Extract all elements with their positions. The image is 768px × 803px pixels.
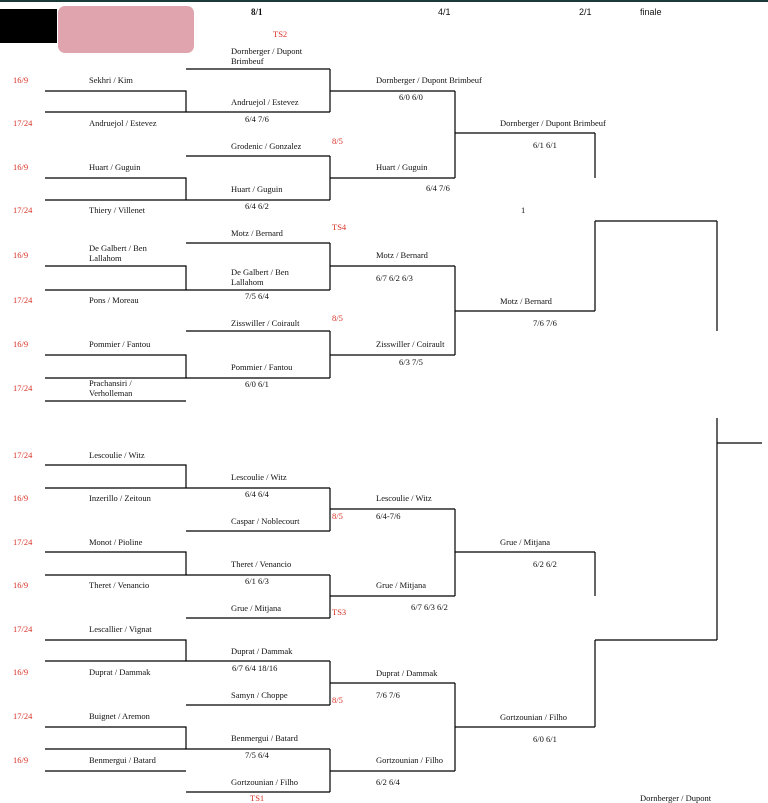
team-r16-seeded: Dornberger / Dupont Brimbeuf [231, 46, 303, 66]
team-r32: Thiery / Villenet [89, 205, 145, 215]
seed-label: TS1 [250, 793, 265, 803]
team-r32: Benmergui / Batard [89, 755, 156, 765]
team-r32: Lescoulie / Witz [89, 450, 145, 460]
score: 6/0 6/0 [399, 92, 423, 102]
score: 6/2 6/2 [533, 559, 557, 569]
score: 6/1 6/3 [245, 576, 269, 586]
seed-label: TS4 [332, 222, 347, 232]
team-qf: Dornberger / Dupont Brimbeuf [376, 75, 482, 85]
seed-label: TS2 [273, 29, 288, 39]
team-r16-seeded: Motz / Bernard [231, 228, 283, 238]
match-date: 17/24 [13, 383, 33, 393]
match-date: 17/24 [13, 537, 33, 547]
score: 6/7 6/3 6/2 [411, 602, 448, 612]
team-r16: Benmergui / Batard [231, 733, 298, 743]
team-r16-seeded: Grue / Mitjana [231, 603, 282, 613]
seed-label: 8/5 [332, 136, 343, 146]
seed-label: 8/5 [332, 511, 343, 521]
match-date: 16/9 [13, 667, 29, 677]
team-r16-seeded: Grodenic / Gonzalez [231, 141, 302, 151]
match-date: 16/9 [13, 339, 29, 349]
score: 6/0 6/1 [245, 379, 269, 389]
score: 6/1 6/1 [533, 140, 557, 150]
score: 6/3 7/5 [399, 357, 423, 367]
score: 6/7 6/2 6/3 [376, 273, 413, 283]
team-r16: Pommier / Fantou [231, 362, 293, 372]
team-r16: Huart / Guguin [231, 184, 283, 194]
team-r16-seeded: Gortzounian / Filho [231, 777, 299, 787]
team-r32: Lescallier / Vignat [89, 624, 152, 634]
team-r32: Pommier / Fantou [89, 339, 151, 349]
match-date: 16/9 [13, 755, 29, 765]
team-r16-seeded: Caspar / Noblecourt [231, 516, 300, 526]
team-r32: Duprat / Dammak [89, 667, 151, 677]
match-date: 17/24 [13, 205, 33, 215]
score: 6/2 6/4 [376, 777, 400, 787]
team-r16: Andruejol / Estevez [231, 97, 299, 107]
score: 6/7 6/4 18/16 [232, 663, 278, 673]
match-date: 16/9 [13, 75, 29, 85]
team-r16-seeded: Zisswiller / Coirault [231, 318, 300, 328]
score: 7/6 7/6 [376, 690, 400, 700]
match-date: 16/9 [13, 580, 29, 590]
score: 6/4 6/2 [245, 201, 269, 211]
score: 7/5 6/4 [245, 291, 269, 301]
match-date: 17/24 [13, 118, 33, 128]
team-sf: Gortzounian / Filho [500, 712, 568, 722]
match-date: 16/9 [13, 493, 29, 503]
team-qf: Grue / Mitjana [376, 580, 427, 590]
team-r32: De Galbert / Ben Lallahom [89, 243, 147, 263]
team-r32: Sekhri / Kim [89, 75, 133, 85]
team-qf: Motz / Bernard [376, 250, 428, 260]
score: 6/0 6/1 [533, 734, 557, 744]
score: 7/5 6/4 [245, 750, 269, 760]
team-qf: Gortzounian / Filho [376, 755, 444, 765]
match-date: 17/24 [13, 624, 33, 634]
team-r16: Duprat / Dammak [231, 646, 293, 656]
match-date: 17/24 [13, 450, 33, 460]
team-qf: Duprat / Dammak [376, 668, 438, 678]
team-qf: Lescoulie / Witz [376, 493, 432, 503]
team-r32: Prachansiri / Verholleman [89, 378, 133, 398]
team-r32: Monot / Pioline [89, 537, 143, 547]
header-final: finale [640, 7, 662, 17]
seed-label: 8/5 [332, 313, 343, 323]
team-sf: Grue / Mitjana [500, 537, 551, 547]
team-sf: Motz / Bernard [500, 296, 552, 306]
score: 7/6 7/6 [533, 318, 557, 328]
team-r16: De Galbert / Ben Lallahom [231, 267, 289, 287]
seed-label: TS3 [332, 607, 347, 617]
match-date: 17/24 [13, 295, 33, 305]
sf-note: 1 [521, 205, 526, 215]
team-r16-seeded: Samyn / Choppe [231, 690, 288, 700]
team-qf: Zisswiller / Coirault [376, 339, 445, 349]
team-r32: Andruejol / Estevez [89, 118, 157, 128]
match-date: 16/9 [13, 250, 29, 260]
seed-label: 8/5 [332, 695, 343, 705]
score: 6/4 6/4 [245, 489, 269, 499]
score: 6/4-7/6 [376, 511, 401, 521]
header-r16: 8/1 [251, 7, 263, 17]
match-date: 17/24 [13, 711, 33, 721]
team-r16: Theret / Venancio [231, 559, 292, 569]
team-qf: Huart / Guguin [376, 162, 428, 172]
tournament-winner: Dornberger / Dupont [640, 793, 712, 803]
score: 6/4 7/6 [245, 114, 269, 124]
match-date: 16/9 [13, 162, 29, 172]
header-qf: 4/1 [438, 7, 451, 17]
team-sf: Dornberger / Dupont Brimbeuf [500, 118, 606, 128]
score: 6/4 7/6 [426, 183, 450, 193]
header-sf: 2/1 [579, 7, 592, 17]
team-r32: Pons / Moreau [89, 295, 139, 305]
team-r32: Buignet / Aremon [89, 711, 150, 721]
team-r16: Lescoulie / Witz [231, 472, 287, 482]
team-r32: Theret / Venancio [89, 580, 150, 590]
team-r32: Huart / Guguin [89, 162, 141, 172]
team-r32: Inzerillo / Zeitoun [89, 493, 151, 503]
